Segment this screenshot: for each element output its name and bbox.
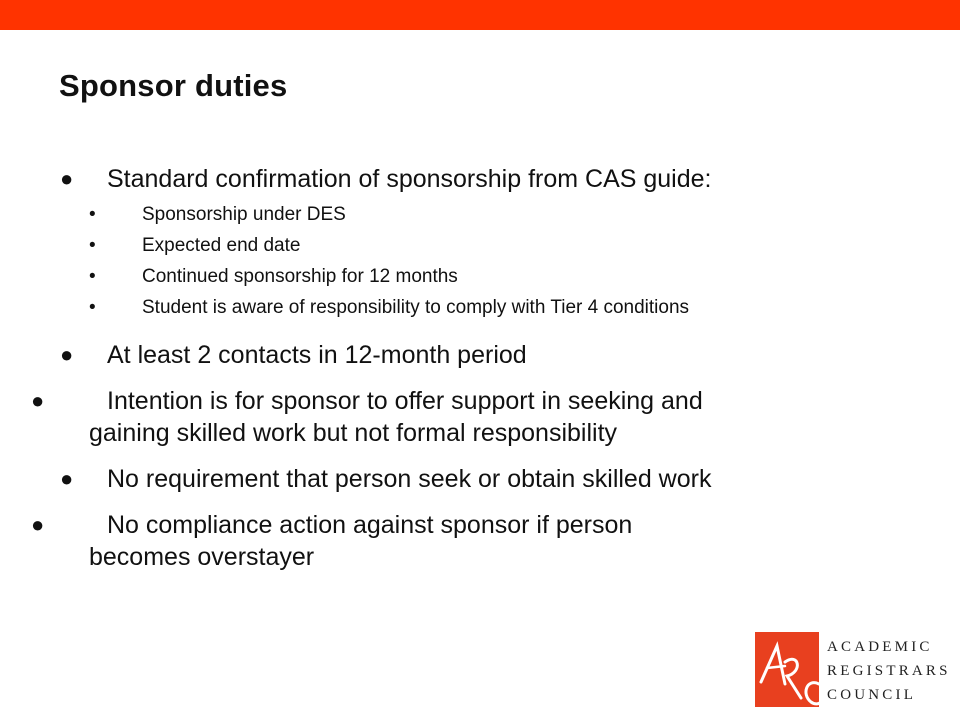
arc-logo-mark xyxy=(755,632,819,707)
bullet-text: No requirement that person seek or obtain skilled work xyxy=(107,465,712,493)
bullet-dot-icon: ● xyxy=(31,512,45,537)
bullet-item xyxy=(31,385,890,449)
arc-logo xyxy=(755,632,955,712)
sub-bullet-item xyxy=(60,261,890,292)
bullet-item xyxy=(60,163,890,195)
bullet-item xyxy=(60,463,890,495)
bullet-text: At least 2 contacts in 12-month period xyxy=(107,341,527,369)
sub-bullet-text: Expected end date xyxy=(142,235,301,256)
bullet-text-line-2: gaining skilled work but not formal responsibility xyxy=(89,419,618,447)
sub-bullet-item xyxy=(60,199,890,230)
sub-bullet-dot-icon: • xyxy=(89,204,96,225)
sub-bullet-item xyxy=(60,230,890,261)
bullet-dot-icon: ● xyxy=(60,466,74,491)
logo-line: ACADEMIC xyxy=(827,639,933,655)
bullet-list xyxy=(31,163,890,573)
bullet-text-line-2: becomes overstayer xyxy=(89,543,315,571)
bullet-dot-icon: ● xyxy=(60,342,74,367)
sub-bullet-text: Sponsorship under DES xyxy=(142,204,346,225)
bullet-item xyxy=(60,339,890,371)
slide-title: Sponsor duties xyxy=(59,68,288,103)
bullet-dot-icon: ● xyxy=(60,166,74,191)
sub-bullet-text: Student is aware of responsibility to comply with Tier 4 conditions xyxy=(142,297,690,318)
bullet-text-line-1: Intention is for sponsor to offer support in seeking and xyxy=(107,387,703,415)
bullet-text: Standard confirmation of sponsorship from CAS guide: xyxy=(107,165,712,193)
bullet-item xyxy=(31,509,890,573)
accent-top-bar xyxy=(0,0,960,30)
logo-line: COUNCIL xyxy=(827,687,917,703)
bullet-dot-icon: ● xyxy=(31,388,45,413)
sub-bullet-list xyxy=(60,199,890,323)
sub-bullet-item xyxy=(60,292,890,323)
sub-bullet-dot-icon: • xyxy=(89,297,96,318)
sub-bullet-dot-icon: • xyxy=(89,235,96,256)
arc-logo-wordmark xyxy=(827,635,951,707)
logo-line: REGISTRARS xyxy=(827,663,951,679)
sub-bullet-dot-icon: • xyxy=(89,266,96,287)
sub-bullet-text: Continued sponsorship for 12 months xyxy=(142,266,458,287)
bullet-text-line-1: No compliance action against sponsor if person xyxy=(107,511,633,539)
